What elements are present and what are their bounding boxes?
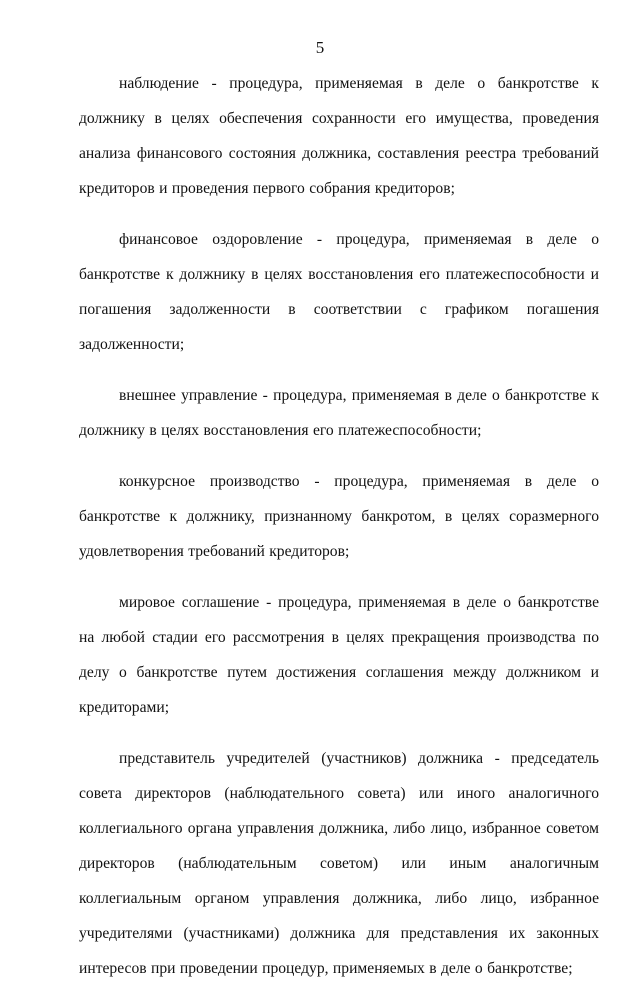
document-body (79, 66, 599, 1002)
definition-bankruptcy-proceedings: конкурсное производство - процедура, применяемая в деле о банкротстве к должнику, признанному банкротом, в целях соразмерного удовлетворения требований кредиторов; (79, 473, 599, 560)
definition-observation: наблюдение - процедура, применяемая в деле о банкротстве к должнику в целях обеспечения сохранности его имущества, проведения анализа финансового состояния должника, составления реестра требований кредиторов и проведения первого собрания кредиторов; (79, 75, 599, 197)
definition-external-management: внешнее управление - процедура, применяемая в деле о банкротстве к должнику в целях восстановления его платежеспособности; (79, 387, 599, 439)
definition-financial-recovery: финансовое оздоровление - процедура, применяемая в деле о банкротстве к должнику в целях восстановления его платежеспособности и погашения задолженности в соответствии с графиком погашения задолженности; (79, 231, 599, 353)
definition-founders-representative: представитель учредителей (участников) должника - председатель совета директоров (наблюдательного совета) или иного аналогичного коллегиального органа управления должника, либо лицо, избранное советом директоров (наблюдательным советом) или иным аналогичным коллегиальным органом управления должника, либо лицо, избранное учредителями (участниками) должника для представления их законных интересов при проведении процедур, применяемых в деле о банкротстве; (79, 750, 599, 977)
page-number: 5 (315, 38, 325, 57)
definition-settlement-agreement: мировое соглашение - процедура, применяемая в деле о банкротстве на любой стадии его рассмотрения в целях прекращения производства по делу о банкротстве путем достижения соглашения между должником и кредиторами; (79, 594, 599, 716)
